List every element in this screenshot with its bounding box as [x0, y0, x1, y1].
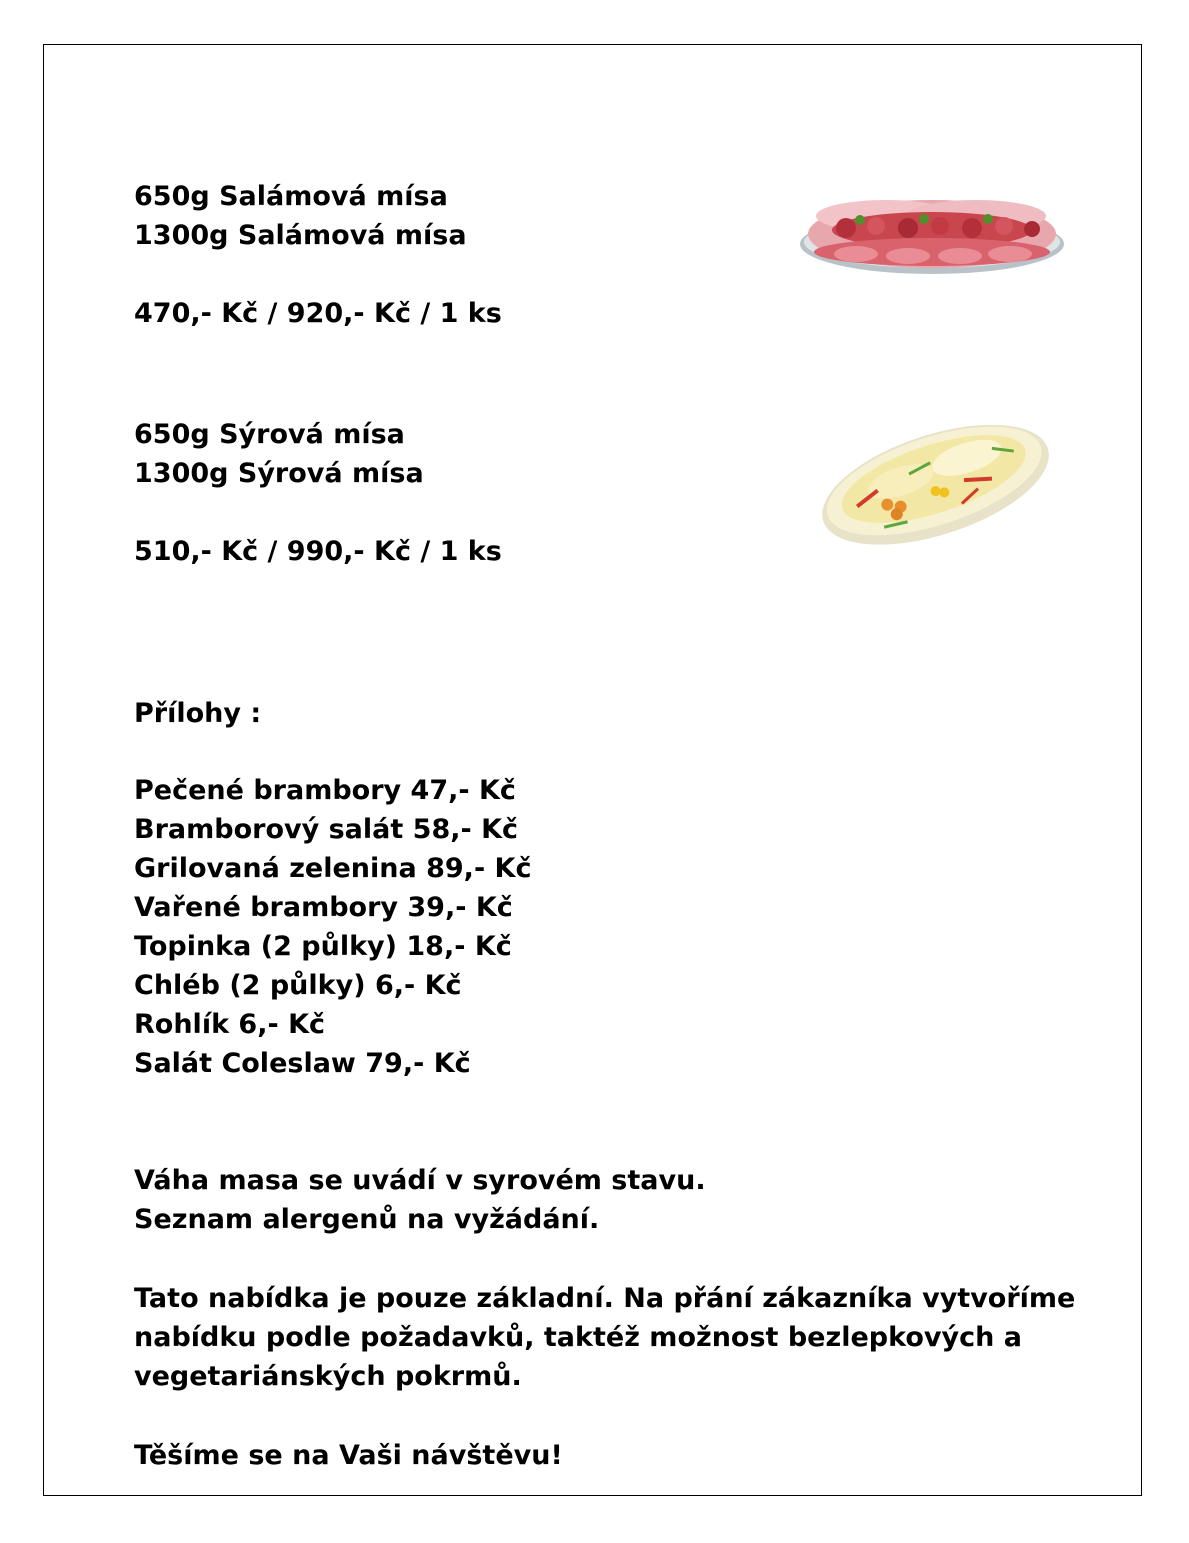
sides-heading: Přílohy : [134, 698, 262, 729]
weight-note: Váha masa se uvádí v syrovém stavu. [134, 1165, 706, 1196]
offer-text-line: nabídku podle požadavků, taktéž možnost bezlepkových a [134, 1322, 1022, 1353]
offer-text-line: Tato nabídka je pouze základní. Na přání zákazníka vytvoříme [134, 1283, 1076, 1314]
side-item: Bramborový salát 58,- Kč [134, 814, 519, 845]
offer-text-line: vegetariánských pokrmů. [134, 1361, 522, 1392]
side-item: Topinka (2 půlky) 18,- Kč [134, 931, 512, 962]
salami-platter-icon [796, 172, 1072, 280]
salami-platter-price: 470,- Kč / 920,- Kč / 1 ks [134, 298, 502, 329]
cheese-platter-small: 650g Sýrová mísa [134, 419, 405, 450]
cheese-platter-price: 510,- Kč / 990,- Kč / 1 ks [134, 536, 502, 567]
closing-message: Těšíme se na Vaši návštěvu! [134, 1440, 563, 1471]
cheese-platter-icon [812, 405, 1057, 555]
salami-platter-large: 1300g Salámová mísa [134, 220, 467, 251]
side-item: Grilovaná zelenina 89,- Kč [134, 853, 532, 884]
side-item: Pečené brambory 47,- Kč [134, 775, 516, 806]
side-item: Vařené brambory 39,- Kč [134, 892, 513, 923]
side-item: Rohlík 6,- Kč [134, 1009, 326, 1040]
salami-platter-small: 650g Salámová mísa [134, 181, 448, 212]
side-item: Chléb (2 půlky) 6,- Kč [134, 970, 462, 1001]
side-item: Salát Coleslaw 79,- Kč [134, 1048, 471, 1079]
cheese-platter-large: 1300g Sýrová mísa [134, 458, 424, 489]
allergen-note: Seznam alergenů na vyžádání. [134, 1204, 600, 1235]
